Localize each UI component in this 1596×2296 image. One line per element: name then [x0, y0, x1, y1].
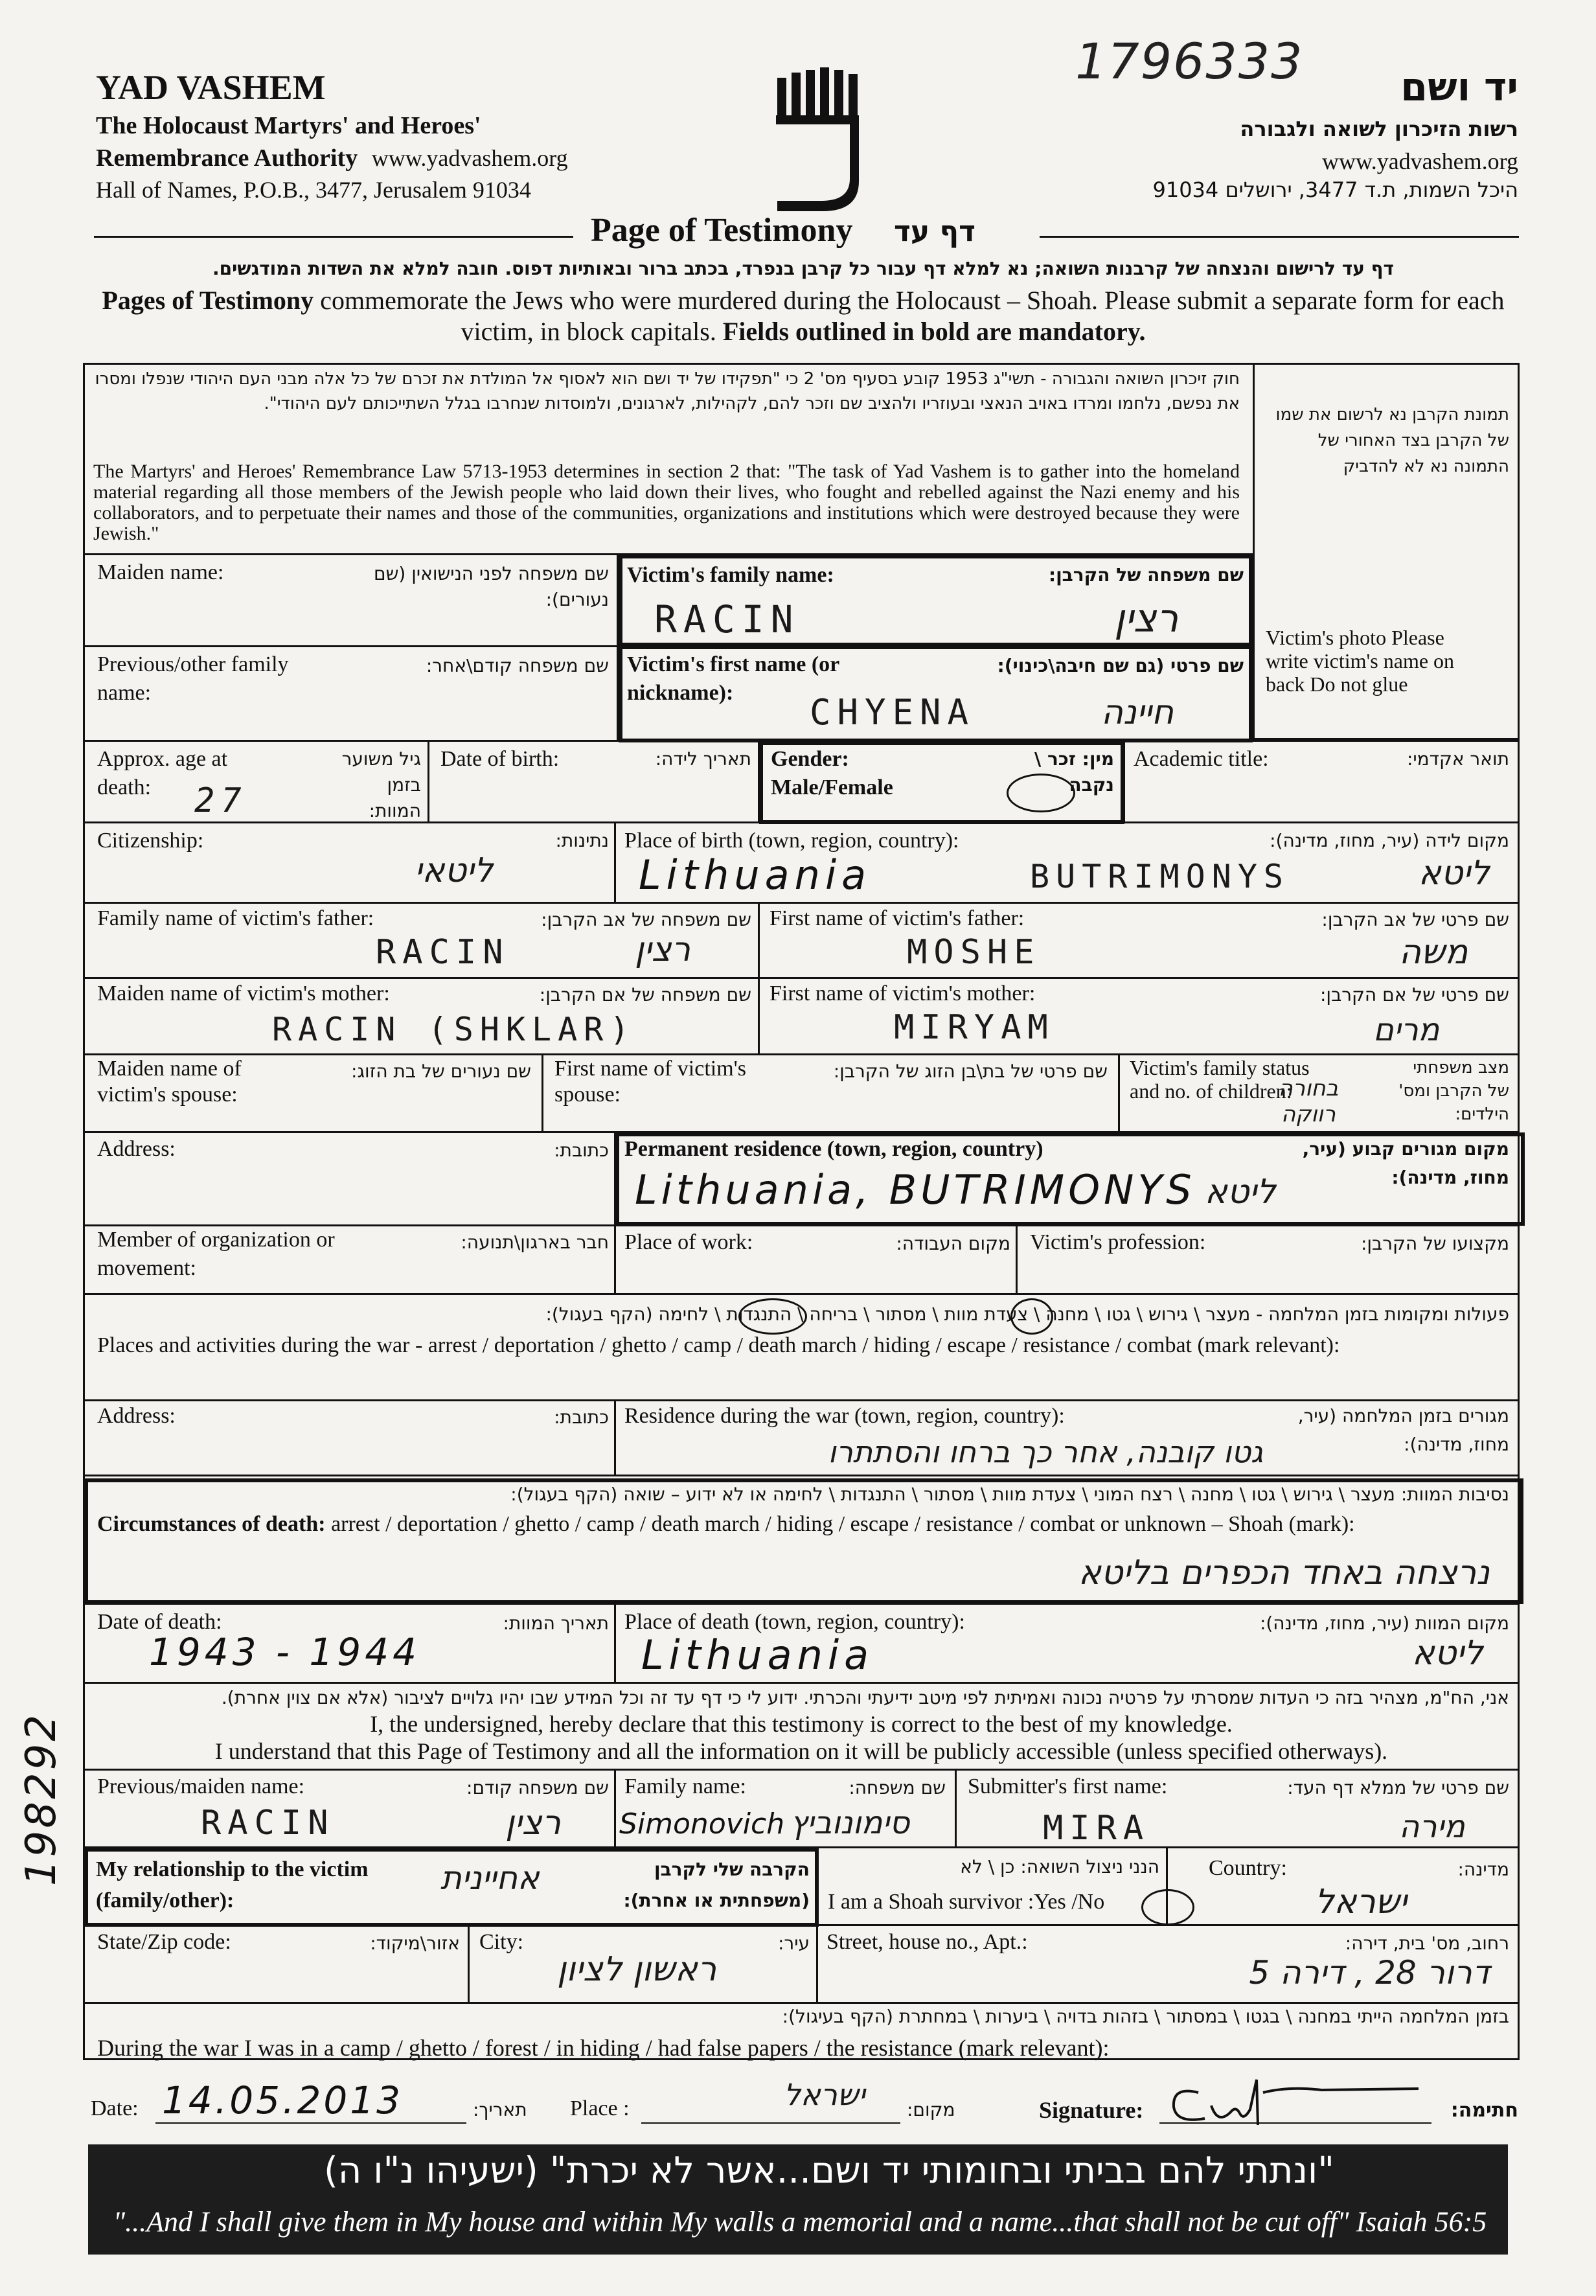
signature-label: Signature:	[1039, 2097, 1144, 2123]
city-label-he: עיר:	[777, 1933, 810, 1954]
sub-family-name-value-he: סימונוביץ	[790, 1805, 910, 1841]
declaration-he: אני, הח"מ, מצהיר בזה כי העדות שמסרתי על פרטיה נכונה ואמיתית לפי מיטב ידיעתי והכרתי. ידוע לי כי דף עד זה וכל המידע שבו יהיו גלויים לציבור (אלא אם צוין אחרת).	[221, 1687, 1509, 1708]
war-residence-label: Residence during the war (town, region, country):	[624, 1404, 1065, 1428]
row-line-7	[83, 1053, 1520, 1055]
intro-en-bold-end: Fields outlined in bold are mandatory.	[722, 317, 1146, 346]
death-circ-en	[97, 1512, 1509, 1537]
family-name-value: RACIN	[654, 597, 800, 641]
row-line-10	[83, 1399, 1520, 1401]
divider-s2	[955, 1769, 957, 1848]
permanent-residence-value-he: ליטא	[1205, 1173, 1276, 1211]
form-number: 1796333	[1075, 32, 1304, 90]
divider-g2	[1118, 1053, 1120, 1131]
divider-i1	[614, 1224, 616, 1294]
gender-label: Gender: Male/Female	[771, 747, 893, 799]
maiden-name-label-he: שם משפחה לפני הנישואין (שם נעורים):	[373, 563, 609, 610]
sub-first-name-value-he: מירה	[1399, 1809, 1465, 1845]
country-label: Country:	[1209, 1856, 1287, 1880]
street-label-he: רחוב, מס' בית, דירה:	[1345, 1933, 1509, 1954]
dob-label: Date of birth:	[440, 747, 560, 771]
father-family-label: Family name of victim's father:	[97, 906, 374, 930]
sub-first-name-label: Submitter's first name:	[968, 1774, 1168, 1798]
spouse-maiden-label-he: שם נעורים של בת הזוג:	[351, 1061, 531, 1082]
intro-en-rest: commemorate the Jews who were murdered during the Holocaust – Shoah. Please submit a separate form for each victim, in block capitals.	[314, 286, 1505, 346]
birth-town-value: BUTRIMONYS	[1030, 858, 1290, 895]
death-date-value: 1943 - 1944	[149, 1630, 421, 1674]
street-value: דרור 28 , דירה 5	[1249, 1954, 1490, 1992]
war-residence-label-he: מגורים בזמן המלחמה (עיר, מחוז, מדינה):	[1297, 1405, 1509, 1455]
activity-hiding-circle[interactable]	[738, 1298, 807, 1335]
footer-en: "...And I shall give them in My house and within My walls a memorial and a name...that shall not be cut off" Isaiah 56:5	[113, 2206, 1487, 2238]
city-value: ראשון לציון	[557, 1950, 717, 1989]
org-line2-text: Remembrance Authority	[96, 144, 358, 172]
first-name-label-he: שם פרטי (גם שם חיבה\כינוי):	[997, 655, 1244, 676]
place-underline	[641, 2122, 900, 2124]
page-title-he: דף עד	[894, 215, 976, 248]
divider-s1	[614, 1769, 616, 1848]
date-underline	[155, 2122, 466, 2124]
birth-place-label: Place of birth (town, region, country):	[624, 829, 959, 853]
header-rule-right	[1040, 236, 1519, 238]
country-label-he: מדינה:	[1457, 1859, 1509, 1880]
relationship-value: אחיינית	[440, 1859, 540, 1897]
org-line2-en	[96, 144, 568, 172]
first-name-value: CHYENA	[810, 692, 975, 733]
father-first-value-he: משה	[1399, 933, 1468, 972]
mother-maiden-label: Maiden name of victim's mother:	[97, 982, 390, 1005]
address-en: Hall of Names, P.O.B., 3477, Jerusalem 91034	[96, 177, 531, 203]
birth-place-value: Lithuania	[639, 851, 872, 899]
war-status-he: בזמן המלחמה הייתי במחנה \ בגטו \ במסתור \ בזהות בדויה \ ביערות \ במחתרת (הקף בעיגול):	[782, 2006, 1509, 2027]
sub-prev-name-value-he: רצין	[505, 1804, 561, 1843]
spouse-maiden-label: Maiden name of victim's spouse:	[97, 1057, 242, 1107]
father-first-label-he: שם פרטי של אב הקרבן:	[1321, 909, 1509, 930]
law-en: The Martyrs' and Heroes' Remembrance Law 5713-1953 determines in section 2 that: "The task of Yad Vashem is to gather into the homeland material regarding all those members of the Jewish people who laid down their lives, who fought and rebelled against the Nazi enemy and his collaborators, and to perpetuate their names and those of the communities, organizations and institutions which were destroyed because they were Jewish."	[93, 461, 1240, 544]
death-place-label: Place of death (town, region, country):	[624, 1610, 965, 1634]
father-family-value: RACIN	[376, 933, 510, 972]
citizenship-label: Citizenship:	[97, 829, 204, 853]
header-rule-left	[94, 236, 573, 238]
sub-family-name-value: Simonovich	[619, 1808, 785, 1841]
birth-place-value-he: ליטא	[1419, 854, 1490, 893]
zip-label: State/Zip code:	[97, 1930, 231, 1954]
family-name-value-he: רצין	[1114, 596, 1179, 641]
age-label: Approx. age at death:	[97, 747, 228, 799]
yad-vashem-logo	[764, 65, 868, 220]
date-value: 14.05.2013	[162, 2078, 404, 2122]
organization-label: Member of organization or movement:	[97, 1228, 335, 1280]
sub-prev-name-label: Previous/maiden name:	[97, 1774, 305, 1798]
law-he: חוק זיכרון השואה והגבורה - תשי"ג 1953 קובע בסעיף מס' 2 כי "תפקידו של יד ושם הוא לאסוף אל המולדת את זכרם של כל אלה מבני העם היהודי שנפלו ומסרו את נפשם, נלחמו ומרדו באויב הנאצי ובעוזריו ולהציב שם וזכר להם, לקהילות, לארגונים, ולמוסדות שנחרבו בגלל השתייכותם לעם היהודי".	[95, 369, 1240, 413]
org-name-he: יד ושם	[1400, 65, 1518, 110]
permanent-residence-label-he: מקום מגורים קבוע (עיר, מחוז, מדינה):	[1302, 1138, 1509, 1188]
relationship-label-he: הקרבה שלי לקרבן (משפחתית או אחרת):	[623, 1859, 810, 1911]
maiden-name-label: Maiden name:	[97, 560, 224, 584]
mother-first-value: MIRYAM	[894, 1008, 1054, 1047]
address-he: היכל השמות, ת.ד 3477, ירושלים 91034	[1152, 178, 1518, 202]
family-status-label-he: מצב משפחתי של הקרבן ומס' הילדים:	[1398, 1058, 1509, 1124]
academic-label: Academic title:	[1134, 747, 1269, 771]
war-status-en: During the war I was in a camp / ghetto / forest / in hiding / had false papers / the resistance (mark relevant):	[97, 2035, 1110, 2061]
war-address-label: Address:	[97, 1404, 176, 1428]
workplace-label: Place of work:	[624, 1230, 753, 1254]
divider-c1	[428, 740, 429, 821]
row-line-12	[83, 1769, 1520, 1771]
divider-i2	[1016, 1224, 1018, 1294]
profession-label-he: מקצועו של הקרבן:	[1360, 1233, 1509, 1254]
academic-label-he: תואר אקדמי:	[1406, 748, 1509, 770]
place-label: Place :	[570, 2096, 630, 2120]
first-name-value-he: חיינה	[1101, 693, 1174, 732]
father-family-label-he: שם משפחה של אב הקרבן:	[541, 909, 751, 930]
address-label: Address:	[97, 1137, 176, 1161]
side-number: 198292	[17, 1712, 66, 1887]
divider-war	[614, 1399, 616, 1476]
death-place-label-he: מקום המוות (עיר, מחוז, מדינה):	[1259, 1613, 1509, 1634]
divider-e	[758, 902, 760, 1053]
website-en: www.yadvashem.org	[371, 145, 568, 171]
father-first-value: MOSHE	[907, 933, 1041, 972]
survivor-label-he: הנני ניצול השואה: כן \ לא	[960, 1856, 1159, 1877]
signature-label-he: חתימה:	[1450, 2099, 1518, 2122]
first-name-label: Victim's first name (or nickname):	[627, 652, 839, 705]
place-label-he: מקום:	[907, 2099, 955, 2120]
street-label: Street, house no., Apt.:	[826, 1930, 1028, 1954]
mother-first-value-he: מרים	[1373, 1012, 1440, 1048]
page-title-en: Page of Testimony	[591, 212, 853, 249]
previous-name-label-he: שם משפחה קודם\אחר:	[426, 655, 609, 676]
father-first-label: First name of victim's father:	[770, 906, 1025, 930]
sub-prev-name-label-he: שם משפחה קודם:	[466, 1777, 609, 1798]
row-line-6	[83, 977, 1520, 979]
permanent-residence-value: Lithuania, BUTRIMONYS	[635, 1166, 1196, 1213]
profession-label: Victim's profession:	[1030, 1230, 1206, 1254]
death-circ-en-rest: arrest / deportation / ghetto / camp / death march / hiding / escape / resistance / combat or unknown – Shoah (mark):	[325, 1512, 1355, 1536]
death-circ-he-text: נסיבות המוות: מעצר \ גירוש \ גטו \ מחנה \ רצח המוני \ צעדת מוות \ מסתור \ התנגדות \ לחימה או לא ידוע – שואה (הקף בעגול):	[510, 1484, 1509, 1505]
zip-label-he: אזור\מיקוד:	[370, 1933, 460, 1954]
death-place-value-he: ליטא	[1412, 1634, 1483, 1673]
age-label-he: גיל משוער בזמן המוות:	[341, 748, 421, 821]
row-line-death-bottom	[83, 1682, 1520, 1684]
survivor-label: I am a Shoah survivor :Yes /No	[828, 1890, 1105, 1914]
divider-g1	[542, 1053, 543, 1131]
gender-female-circle[interactable]	[1007, 774, 1075, 812]
survivor-no-circle[interactable]	[1141, 1889, 1194, 1925]
spouse-first-label: First name of victim's spouse:	[554, 1057, 747, 1107]
sub-family-name-label-he: שם משפחה:	[849, 1777, 946, 1798]
birth-place-label-he: מקום לידה (עיר, מחוז, מדינה):	[1270, 830, 1509, 851]
row-line-5	[83, 902, 1520, 904]
family-status-label: Victim's family status and no. of children:	[1130, 1056, 1310, 1103]
row-line-i-bottom	[83, 1293, 1520, 1295]
relationship-label: My relationship to the victim (family/other):	[96, 1857, 369, 1912]
gender-label-he: מין: זכר \ נקבה	[1034, 748, 1114, 796]
previous-name-label: Previous/other family name:	[97, 652, 289, 705]
age-value: 27	[194, 781, 248, 820]
org-line1-en: The Holocaust Martyrs' and Heroes'	[96, 112, 481, 139]
activity-ghetto-circle[interactable]	[1010, 1298, 1053, 1335]
spouse-first-label-he: שם פרטי של בת\בן הזוג של הקרבן:	[833, 1061, 1108, 1082]
website-he: www.yadvashem.org	[1322, 148, 1518, 174]
sub-prev-name-value: RACIN	[201, 1804, 335, 1843]
photo-box-he: תמונת הקרבן נא לרשום את שמו של הקרבן בצד האחורי של התמונה נא לא להדביק	[1275, 405, 1509, 476]
permanent-residence-label: Permanent residence (town, region, country)	[624, 1137, 1043, 1161]
family-name-label: Victim's family name:	[627, 563, 834, 587]
footer-he: "ונתתי להם בביתי ובחומותי יד ושם...אשר לא יכרת" (ישעיהו נ"ו ה)	[323, 2150, 1335, 2192]
activities-he: פעולות ומקומות בזמן המלחמה - מעצר \ גירוש \ גטו \ מחנה \ צעדת מוות \ מסתור \ בריחה \ התנגדות \ לחימה (הקף בעגול):	[545, 1303, 1509, 1325]
intro-he: דף עד לרישום והנצחה של קרבנות השואה; נא למלא דף עבור כל קרבן בנפרד, בכתב ברור ובאותיות דפוס. חובה למלא את השדות המודגשים.	[212, 258, 1394, 279]
workplace-label-he: מקום העבודה:	[896, 1233, 1010, 1254]
signature-scribble[interactable]	[1159, 2067, 1431, 2131]
intro-en-bold-start: Pages of Testimony	[102, 286, 314, 315]
intro-en	[91, 285, 1516, 347]
declaration-en1: I, the undersigned, hereby declare that this testimony is correct to the best of my knowledge.	[370, 1711, 1233, 1737]
war-residence-value: גטו קובנה, אחר כך ברחו והסתתרו	[828, 1434, 1263, 1469]
row-line-war-bottom	[83, 1475, 1520, 1476]
death-circ-value: נרצחה באחד הכפרים בליטא	[1078, 1554, 1490, 1592]
date-label-he: תאריך:	[473, 2099, 527, 2120]
divider-d	[614, 821, 616, 902]
row-line-14	[83, 2002, 1520, 2004]
citizenship-label-he: נתינות:	[555, 830, 609, 851]
mother-first-label-he: שם פרטי של אם הקרבן:	[1320, 984, 1509, 1005]
place-value: ישראל	[784, 2077, 865, 2112]
sub-first-name-value: MIRA	[1043, 1809, 1150, 1848]
date-label: Date:	[91, 2096, 139, 2120]
divider-z1	[468, 1924, 470, 2002]
war-address-label-he: כתובת:	[554, 1406, 609, 1428]
sub-family-name-label: Family name:	[624, 1774, 746, 1798]
divider-death	[614, 1604, 616, 1683]
org-line1-he: רשות הזיכרון לשואה ולגבורה	[1240, 117, 1518, 141]
death-date-label-he: תאריך המוות:	[503, 1613, 609, 1634]
country-value: ישראל	[1315, 1883, 1408, 1922]
organization-label-he: חבר בארגון\תנועה:	[461, 1232, 609, 1253]
activities-en: Places and activities during the war - arrest / deportation / ghetto / camp / death march / hiding / escape / resistance / combat (mark relevant):	[97, 1333, 1340, 1357]
death-circ-he	[130, 1484, 1509, 1505]
photo-box-en: Victim's photo Please write victim's name on back Do not glue	[1266, 626, 1455, 696]
divider-z2	[816, 1924, 818, 2002]
mother-maiden-label-he: שם משפחה של אם הקרבן:	[539, 984, 751, 1005]
org-name-en: YAD VASHEM	[96, 68, 326, 107]
address-label-he: כתובת:	[554, 1140, 609, 1161]
death-circ-en-bold: Circumstances of death:	[97, 1512, 326, 1536]
citizenship-value: ליטאי	[415, 851, 494, 890]
sub-first-name-label-he: שם פרטי של ממלא דף העד:	[1287, 1777, 1509, 1798]
city-label: City:	[479, 1930, 524, 1954]
dob-label-he: תאריך לידה:	[655, 748, 751, 770]
father-family-value-he: רצין	[635, 930, 690, 969]
family-name-label-he: שם משפחה של הקרבן:	[1048, 564, 1244, 586]
family-status-value: בחורה רווקה	[1278, 1075, 1339, 1127]
death-date-label: Date of death:	[97, 1610, 222, 1634]
mother-first-label: First name of victim's mother:	[770, 982, 1036, 1005]
mother-maiden-value: RACIN (SHKLAR)	[272, 1011, 636, 1048]
death-place-value: Lithuania	[641, 1631, 874, 1679]
declaration-en2: I understand that this Page of Testimony and all the information on it will be publicly accessible (unless specified otherways).	[214, 1738, 1388, 1764]
